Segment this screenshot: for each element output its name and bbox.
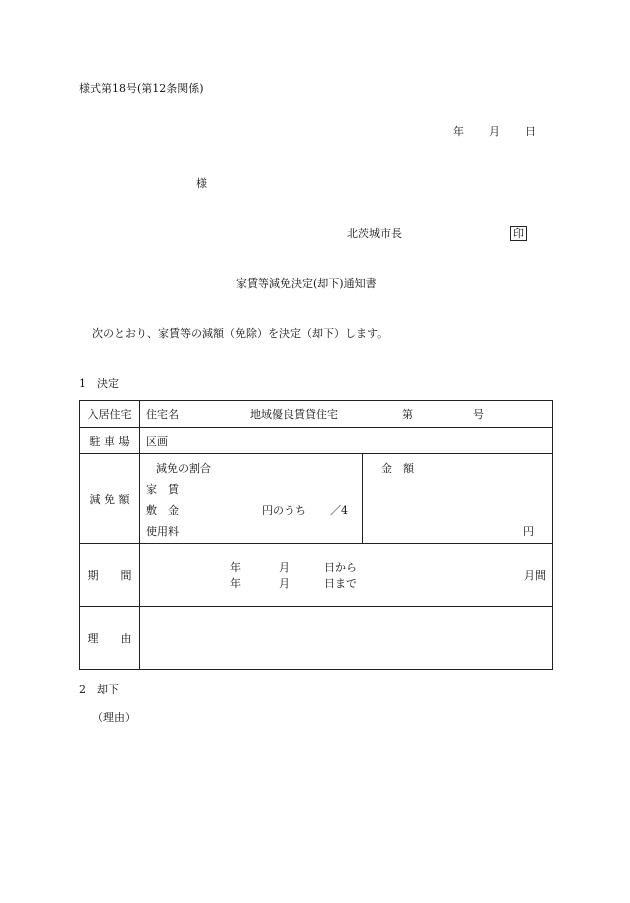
to-month: 月 (279, 577, 290, 590)
ratio-header: 減免の割合 (156, 462, 211, 475)
issuer: 北茨城市長 (347, 227, 402, 240)
residence-label: 入居住宅 (80, 401, 140, 428)
deposit-fraction: ／4 (330, 504, 348, 517)
from-month: 月 (279, 561, 290, 574)
section-decision-heading: 1 決定 (79, 377, 119, 390)
to-day: 日まで (324, 577, 357, 590)
months-unit: 月間 (524, 569, 546, 582)
form-number: 様式第18号(第12条関係) (79, 82, 204, 95)
reason-label: 理 由 (80, 607, 140, 670)
rejection-reason-label: （理由） (92, 711, 136, 724)
rent-label: 家 賃 (146, 483, 179, 496)
parking-area: 区画 (146, 435, 168, 448)
residence-row (80, 401, 553, 428)
reduction-amount-cell (363, 454, 553, 544)
deposit-label: 敷 金 (146, 504, 179, 517)
parking-label: 駐 車 場 (80, 428, 140, 454)
yen-unit: 円 (523, 525, 534, 538)
reason-row (80, 607, 553, 670)
addressee-suffix: 様 (196, 177, 207, 190)
residence-name-label: 住宅名 (146, 408, 179, 421)
parking-row (80, 428, 553, 454)
amount-header: 金 額 (381, 462, 414, 475)
period-row (80, 544, 553, 607)
reduction-row (80, 454, 553, 544)
date-month: 月 (489, 125, 500, 138)
residence-no-prefix: 第 (402, 408, 413, 421)
parking-value (140, 428, 553, 454)
residence-type: 地域優良賃貸住宅 (250, 408, 338, 421)
intro-text: 次のとおり、家賃等の減額（免除）を決定（却下）します。 (92, 327, 389, 340)
decision-table (79, 400, 553, 670)
reduction-label: 減 免 額 (80, 454, 140, 544)
date-day: 日 (525, 125, 536, 138)
period-label: 期 間 (80, 544, 140, 607)
period-value (140, 544, 553, 607)
to-year: 年 (230, 577, 241, 590)
document-title: 家賃等減免決定(却下)通知書 (236, 277, 377, 290)
date-year: 年 (453, 125, 464, 138)
from-day: 日から (324, 561, 357, 574)
section-rejection-heading: 2 却下 (79, 683, 119, 696)
residence-value (140, 401, 553, 428)
usage-fee-label: 使用料 (146, 525, 179, 538)
seal-stamp: 印 (510, 226, 527, 241)
reduction-ratio-cell (140, 454, 363, 544)
from-year: 年 (230, 561, 241, 574)
reason-value (140, 607, 553, 670)
residence-no-suffix: 号 (473, 408, 484, 421)
deposit-of: 円のうち (262, 504, 306, 517)
